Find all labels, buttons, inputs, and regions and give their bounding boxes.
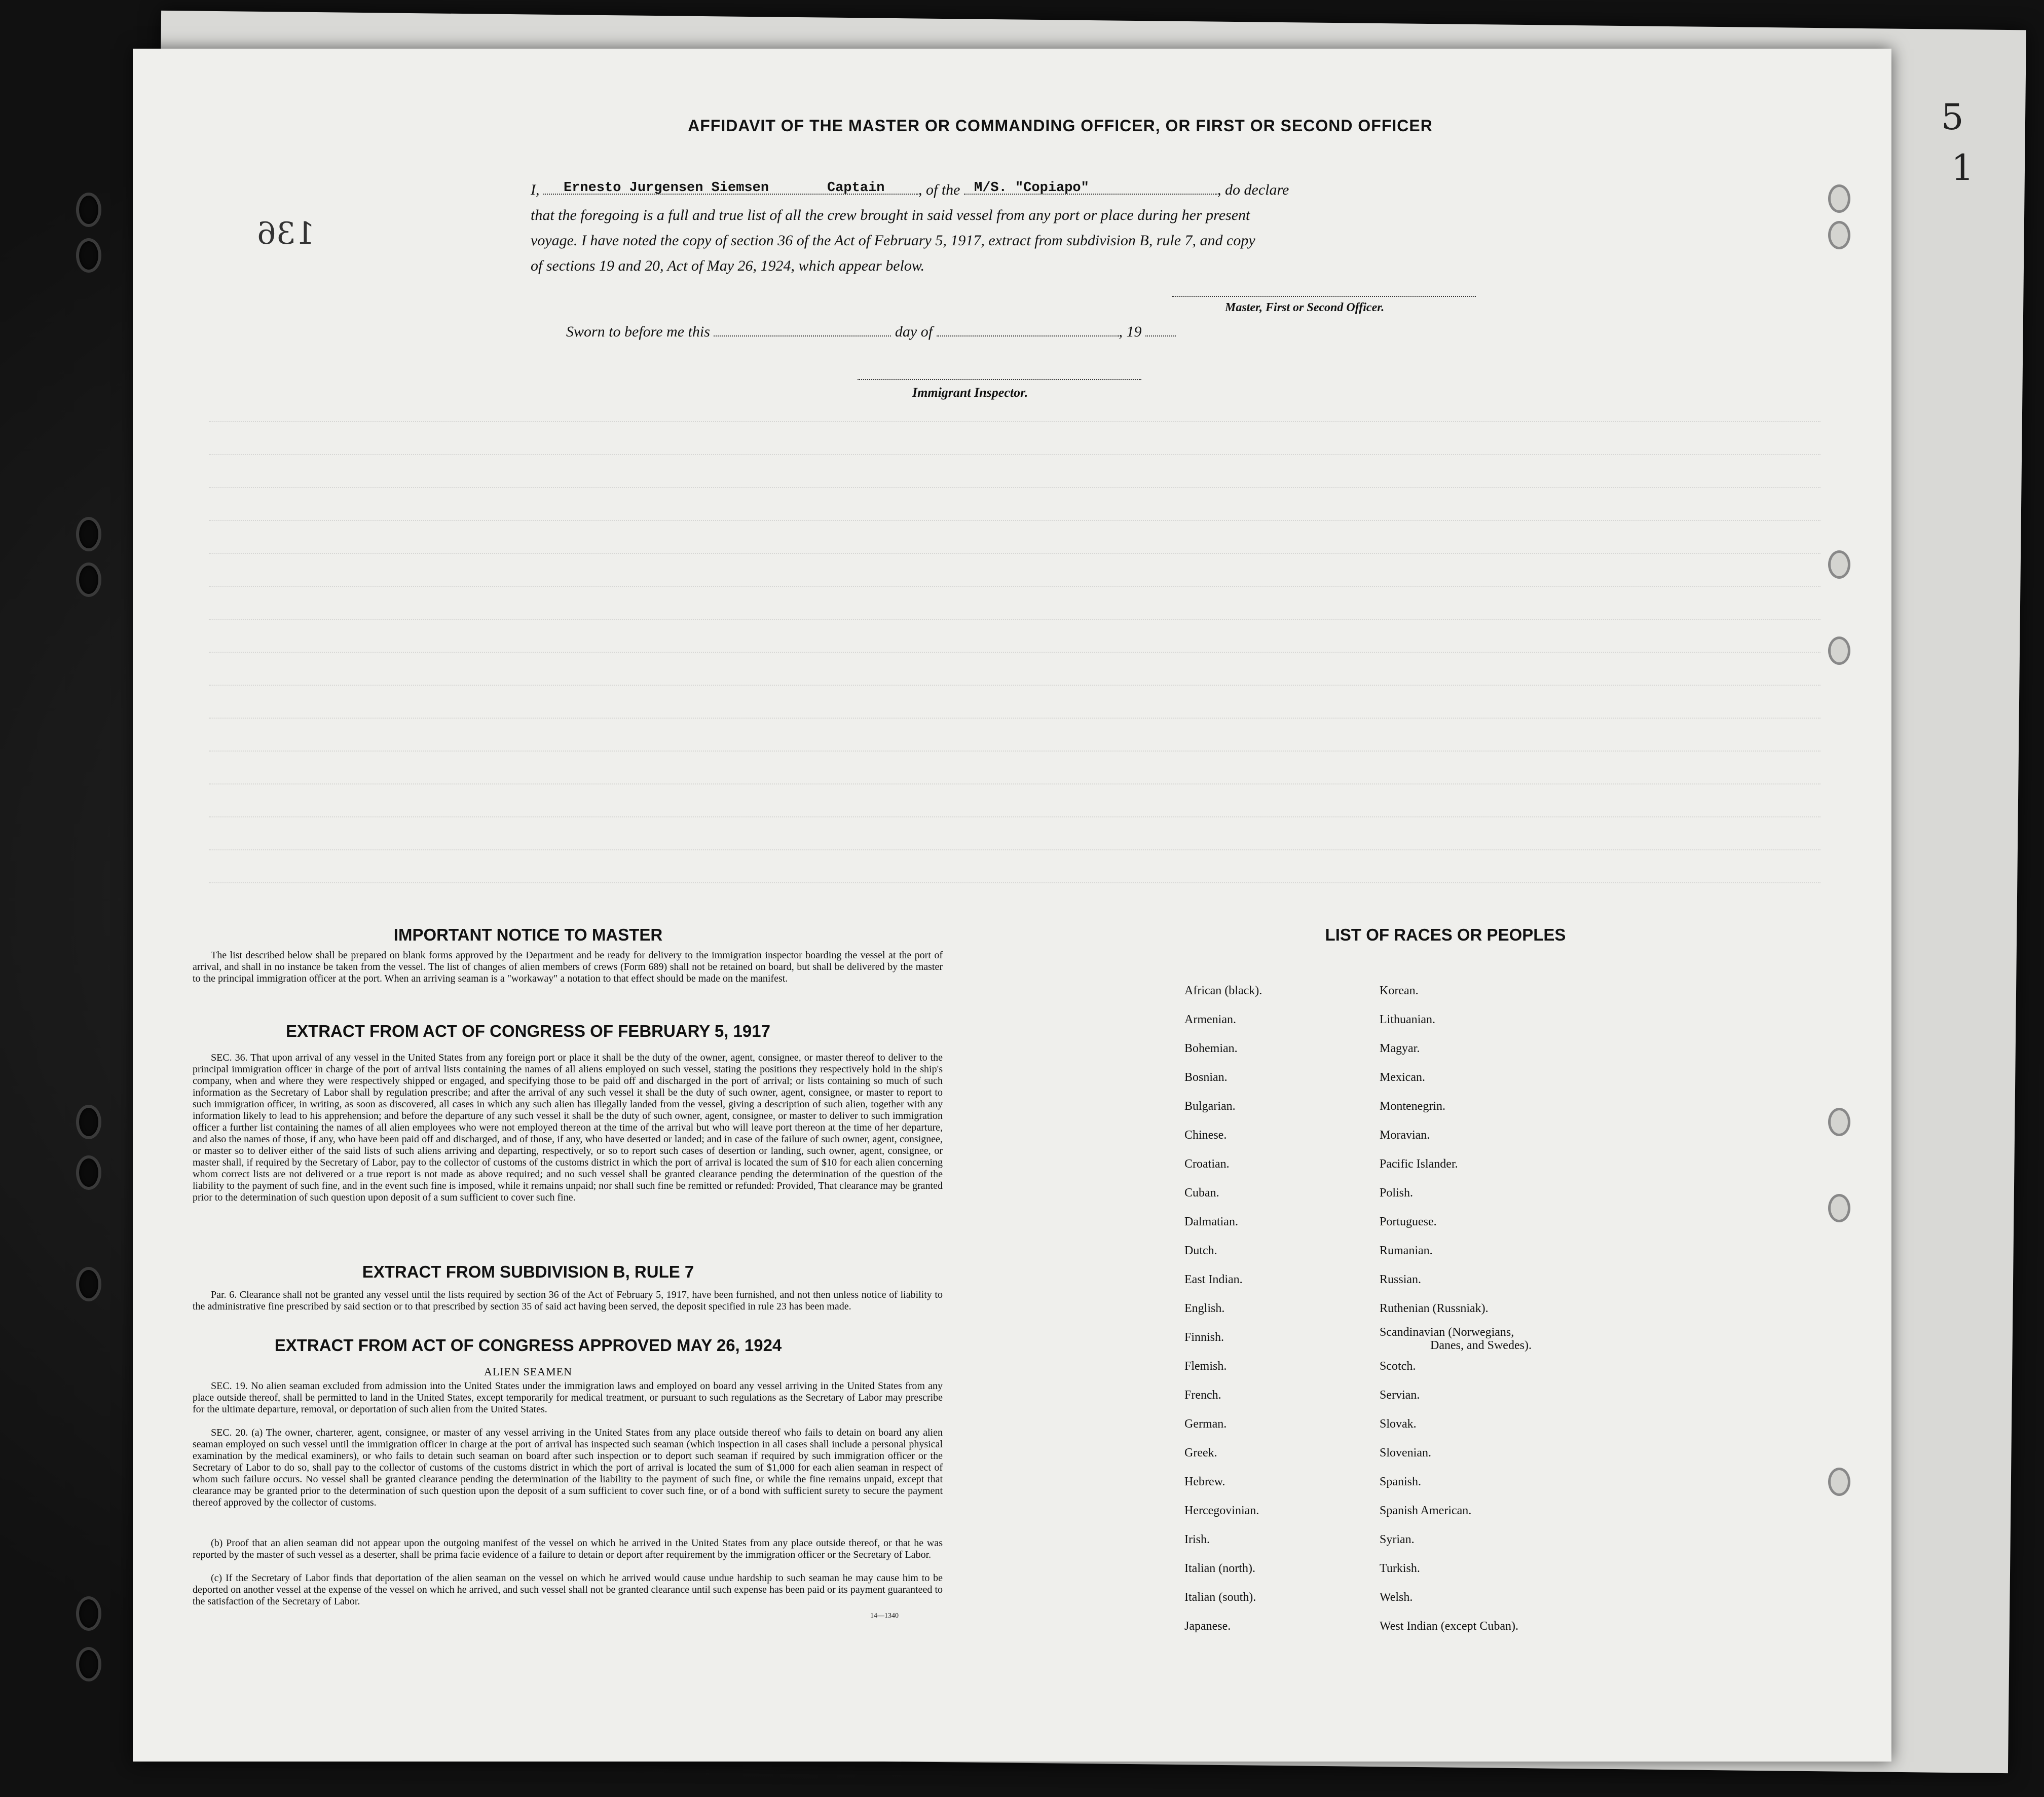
vessel-field [964,179,1217,195]
race-item-continued: Danes, and Swedes). [1430,1339,1532,1352]
decl-i: I, [531,181,540,198]
notice-text: The list described below shall be prepared on blank forms approved by the Department and be ready for delivery to the immigration inspector boarding the vessel at the port of arrival, and shall in no instance be taken from the vessel. The list of changes of alien members of crews (Form 689) shall not be retained on board, but shall be delivered by the master to the principal immigration officer at the port. When an arriving seaman is a "workaway" a notation to that effect should be made on the manifest. [193,950,943,984]
binder-hole [76,517,101,551]
binder-hole [76,193,101,227]
race-item: Irish. [1184,1533,1210,1546]
race-item: Scandinavian (Norwegians, [1380,1326,1514,1339]
decl-line: of sections 19 and 20, Act of May 26, 1924, which appear below. [531,257,925,274]
decl-line: that the foregoing is a full and true list of all the crew brought in said vessel from any port or place during her present [531,207,1250,223]
sworn-line [566,321,1176,341]
page-hole [1828,184,1850,213]
binder-hole [76,1105,101,1139]
margin-mark: 5 [1941,96,1964,138]
race-item: Croatian. [1184,1157,1230,1171]
do-declare: , do declare [1217,181,1289,198]
officer-field [543,179,918,195]
act-1917-text: SEC. 36. That upon arrival of any vessel in the United States from any foreign port or place it shall be the duty of the owner, agent, consignee, or master thereof to deliver to the principal immigration officer in charge of the port of arrival lists containing the names of all aliens employed on such vessel, stating the positions they respectively hold in the ship's company, when and where they were respectively shipped or engaged, and specifying those to be paid off and discharged in the port of arrival; or lists containing so much of such information as the Secretary of Labor shall by regulation prescribe; and after the arrival of any such vessel it shall be the duty of such owner, agent, consignee, or master to report to such immigration officer, in writing, as soon as discovered, all cases in which any such alien has illegally landed from the vessel, giving a description of such alien, together with any information likely to lead to his apprehension; and before the departure of any such vessel it shall be the duty of such owner, agent, consignee, or master to deliver to such immigration officer a further list containing the names of all alien employees who were not employed thereon at the time of the arrival but who will leave port thereon at the time of her departure, and also the names of those, if any, who have been paid off and discharged, and of those, if any, who have deserted or landed; and in case of the failure of such owner, agent, consignee, or master so to deliver either of the said lists of such aliens arriving and departing, respectively, or so to report such cases of desertion or landing, such owner, agent, consignee, or master shall, if required by the Secretary of Labor, pay to the collector of customs of the customs district in which the port of arrival is located the sum of $10 for each alien concerning whom correct lists are not delivered or a true report is not made as above required; and no such vessel shall be granted clearance pending the determination of the question of the liability to the payment of such fine, and in the event such fine is imposed, while it remains unpaid; nor shall such fine be remitted or refunded: Provided, That clearance may be granted prior to the determination of such question upon deposit of a sum sufficient to cover such fine. [193,1052,943,1203]
race-item: Pacific Islander. [1380,1157,1458,1171]
race-item: Scotch. [1380,1360,1416,1373]
race-item: Dutch. [1184,1244,1217,1257]
race-item: French. [1184,1389,1221,1402]
page-hole [1828,221,1850,249]
sec-20-text: SEC. 20. (a) The owner, charterer, agent, consignee, or master of any vessel arriving in the United States from any place outside thereof who fails to detain on board any alien seaman employed on such vessel until the immigration officer in charge at the port of arrival has inspected such seaman (which inspection in all cases shall include a personal physical examination by the medical examiners), or who fails to detain such seaman on board after such inspection or to deport such seaman if required by such immigration officer or the Secretary of Labor to do so, shall pay to the collector of customs of the customs district in which the port of arrival is located the sum of $1,000 for each alien seaman in respect of whom such failure occurs. No vessel shall be granted clearance pending the determination of the liability to the payment of such fine, or while the fine remains unpaid, except that clearance may be granted prior to the determination of such question upon the deposit of a sum sufficient to cover such fine, or of a bond with sufficient surety to secure the payment thereof approved by the collector of customs. [193,1427,943,1508]
race-item: Italian (north). [1184,1562,1255,1575]
race-item: Montenegrin. [1380,1100,1445,1113]
race-item: Moravian. [1380,1129,1430,1142]
race-item: Magyar. [1380,1042,1420,1055]
race-item: West Indian (except Cuban). [1380,1620,1518,1633]
race-item: Korean. [1380,984,1419,997]
sworn-year-field [1145,321,1176,336]
sworn-text: Sworn to before me this [566,323,710,340]
race-item: Finnish. [1184,1331,1224,1344]
page-hole [1828,1468,1850,1496]
decl-line: voyage. I have noted the copy of section 36 of the Act of February 5, 1917, extract from subdivision B, rule 7, and copy [531,232,1255,249]
binder-hole [76,1267,101,1301]
race-item: Slovak. [1380,1417,1417,1431]
form-title: AFFIDAVIT OF THE MASTER OR COMMANDING OFFICER, OR FIRST OR SECOND OFFICER [688,117,1433,135]
act-1917-heading: EXTRACT FROM ACT OF CONGRESS OF FEBRUARY 5, 1917 [286,1022,770,1040]
page-hole [1828,1108,1850,1136]
race-item: Chinese. [1184,1129,1227,1142]
race-item: Lithuanian. [1380,1013,1435,1026]
race-item: Polish. [1380,1186,1414,1200]
sec-19-text: SEC. 19. No alien seaman excluded from admission into the United States under the immigration laws and employed on board any vessel arriving in the United States from any place outside thereof, shall be permitted to land in the United States, except temporarily for medical treatment, or pursuant to such regulations as the Secretary of Labor may prescribe for the ultimate departure, removal, or deportation of such alien from the United States. [193,1380,943,1415]
race-item: Portuguese. [1380,1215,1437,1228]
race-item: Servian. [1380,1389,1420,1402]
page-number: 136 [257,216,315,251]
sworn-month-field [937,321,1119,336]
race-item: Hebrew. [1184,1475,1225,1488]
inspector-line [858,379,1141,380]
year-prefix: , 19 [1119,323,1142,340]
race-item: Spanish. [1380,1475,1422,1488]
rule-7-heading: EXTRACT FROM SUBDIVISION B, RULE 7 [362,1262,694,1281]
rule-7-text: Par. 6. Clearance shall not be granted any vessel until the lists required by section 36 of the Act of February 5, 1917, have been furnished, and not then unless notice of liability to the administrative fine prescribed by said section or to that prescribed by section 35 of said act having been served, the deposit specified in rule 23 has been made. [193,1289,943,1312]
race-item: Ruthenian (Russniak). [1380,1302,1489,1315]
sec-20c-text: (c) If the Secretary of Labor finds that deportation of the alien seaman on the vessel on which he arrived would cause undue hardship to such seaman he may cause him to be deported on another vessel at the expense of the vessel on which he arrived, and such vessel shall not be granted clearance until such expense has been paid or its payment guaranteed to the satisfaction of the Secretary of Labor. [193,1573,943,1607]
page-hole [1828,637,1850,665]
race-item: Cuban. [1184,1186,1219,1200]
race-item: East Indian. [1184,1273,1243,1286]
sec-20b-text: (b) Proof that an alien seaman did not appear upon the outgoing manifest of the vessel on which he arrived in the United States from any place outside thereof, or that he was reported by the master of such vessel as a deserter, shall be prima facie evidence of a failure to detain or deport after requirement by the immigration officer or the Secretary of Labor. [193,1538,943,1560]
race-item: Spanish American. [1380,1504,1472,1517]
sworn-day-field [714,321,891,336]
race-item: Hercegovinian. [1184,1504,1259,1517]
race-item: Flemish. [1184,1360,1227,1373]
race-item: Bohemian. [1184,1042,1238,1055]
race-item: Italian (south). [1184,1591,1256,1604]
notice-heading: IMPORTANT NOTICE TO MASTER [393,925,663,944]
binder-hole [76,1155,101,1190]
race-item: Rumanian. [1380,1244,1433,1257]
margin-mark: 1 [1951,147,1974,189]
declaration [531,177,1646,279]
race-item: Welsh. [1380,1591,1413,1604]
alien-seamen-subheading: ALIEN SEAMEN [484,1365,572,1378]
day-of-text: day of [895,323,933,340]
race-item: Slovenian. [1380,1446,1431,1459]
form-number: 14—1340 [870,1612,899,1620]
race-item: Turkish. [1380,1562,1420,1575]
binder-hole [76,563,101,597]
race-item: Dalmatian. [1184,1215,1238,1228]
race-item: Greek. [1184,1446,1217,1459]
binder-hole [76,238,101,273]
of-the: , of the [918,181,960,198]
race-item: Armenian. [1184,1013,1236,1026]
act-1924-heading: EXTRACT FROM ACT OF CONGRESS APPROVED MAY 26, 1924 [274,1336,782,1355]
signature-caption: Master, First or Second Officer. [1225,301,1385,314]
officer-rank: Captain [827,180,885,196]
race-item: English. [1184,1302,1225,1315]
page-hole [1828,1194,1850,1222]
race-item: Russian. [1380,1273,1422,1286]
signature-line [1172,296,1476,297]
binder-hole [76,1647,101,1681]
race-item: Bosnian. [1184,1071,1228,1084]
race-item: African (black). [1184,984,1262,997]
affidavit-page [133,49,1891,1762]
officer-name: Ernesto Jurgensen Siemsen [564,180,769,196]
races-heading: LIST OF RACES OR PEOPLES [1325,925,1566,944]
vessel-name: M/S. "Copiapo" [974,180,1089,196]
page-hole [1828,550,1850,579]
race-item: Mexican. [1380,1071,1425,1084]
race-item: Japanese. [1184,1620,1231,1633]
binder-hole [76,1596,101,1631]
race-item: German. [1184,1417,1227,1431]
race-item: Syrian. [1380,1533,1415,1546]
race-item: Bulgarian. [1184,1100,1236,1113]
inspector-caption: Immigrant Inspector. [912,385,1028,400]
